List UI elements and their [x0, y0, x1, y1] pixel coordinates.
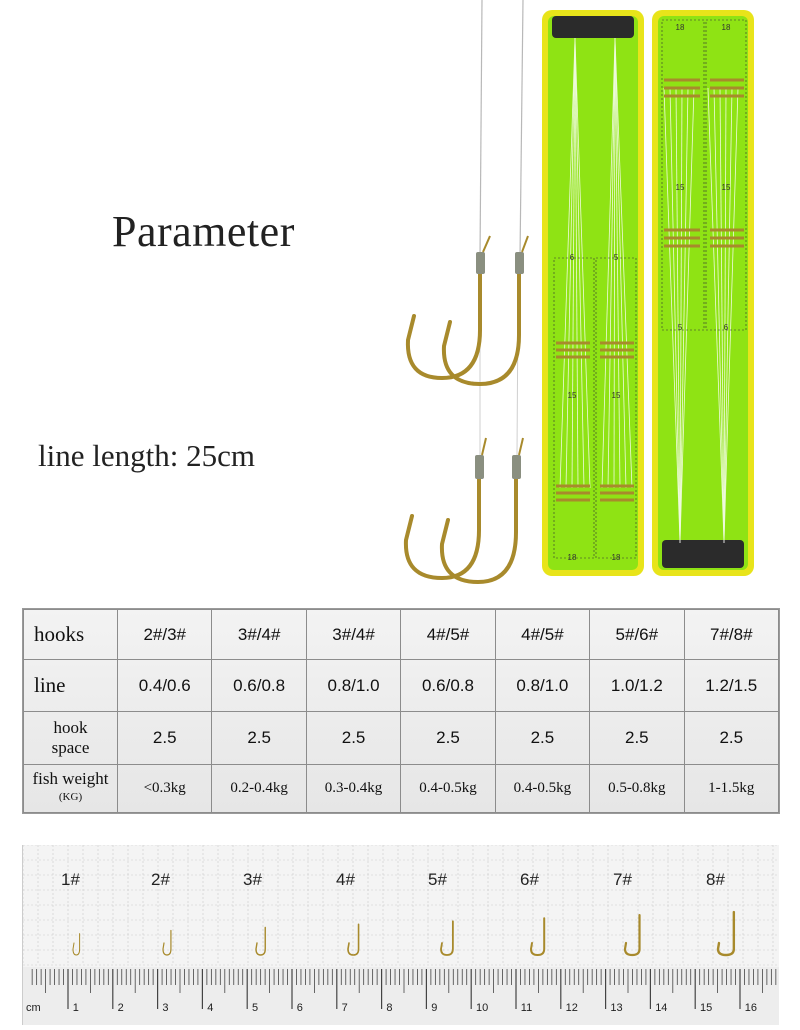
hook-8-icon: [718, 912, 734, 955]
table-cell: 0.2-0.4kg: [212, 764, 306, 812]
ruler-number: 10: [476, 1002, 489, 1014]
slot-label: 5: [613, 253, 619, 262]
parameter-table-container: [22, 608, 780, 814]
table-cell: 1.2/1.5: [684, 660, 778, 712]
slot-label: 18: [675, 23, 685, 32]
table-cell: 2.5: [306, 712, 400, 764]
table-row-hooks: [24, 610, 779, 660]
table-cell: 3#/4#: [306, 610, 400, 660]
size-label: 4#: [336, 870, 355, 889]
size-label: 5#: [428, 870, 447, 889]
row-label-fish-weight: [24, 764, 118, 812]
table-cell: 2.5: [401, 712, 495, 764]
ruler-number: 7: [341, 1002, 348, 1014]
slot-label: 15: [611, 391, 621, 400]
slot-label: 15: [675, 183, 685, 192]
table-cell: 2.5: [684, 712, 778, 764]
ruler-number: 1: [72, 1002, 79, 1014]
row-label-text: fish weight: [32, 769, 109, 789]
ruler-number: 14: [655, 1002, 668, 1014]
row-label-text: hook: [53, 718, 88, 738]
ruler-number: 9: [431, 1002, 438, 1014]
row-label-unit: (KG): [58, 791, 83, 804]
ruler-number: 11: [520, 1002, 533, 1014]
table-cell: 2#/3#: [118, 610, 212, 660]
row-label-text: space: [51, 738, 90, 758]
table-cell: 0.8/1.0: [495, 660, 589, 712]
table-cell: 0.6/0.8: [401, 660, 495, 712]
slot-label: 18: [721, 23, 731, 32]
ruler-number: 12: [565, 1002, 578, 1014]
table-cell: 0.5-0.8kg: [590, 764, 684, 812]
ruler-number: 2: [117, 1002, 124, 1014]
hook-size-ruler: [22, 845, 779, 1025]
grid-background: [23, 845, 779, 1025]
ruler-strip: [23, 967, 779, 1025]
slot-label: 6: [569, 253, 575, 262]
table-cell: 0.4-0.5kg: [495, 764, 589, 812]
table-row-line: [24, 660, 779, 712]
ruler-number: 8: [386, 1002, 393, 1014]
row-label-hooks: hooks: [24, 610, 118, 660]
slot-label: 18: [567, 553, 577, 562]
slot-label: 18: [611, 553, 621, 562]
table-cell: 3#/4#: [212, 610, 306, 660]
table-row-fish-weight: [24, 764, 779, 812]
ruler-number: 3: [162, 1002, 169, 1014]
size-label: 8#: [706, 870, 725, 889]
table-cell: 2.5: [495, 712, 589, 764]
ruler-number: 15: [700, 1002, 713, 1014]
line-length-label: line length: 25cm: [38, 438, 255, 473]
table-cell: 5#/6#: [590, 610, 684, 660]
table-cell: 1-1.5kg: [684, 764, 778, 812]
size-label: 1#: [61, 870, 80, 889]
slot-label: 6: [723, 323, 729, 332]
size-label: 3#: [243, 870, 262, 889]
size-label: 7#: [613, 870, 632, 889]
hook-3-icon: [256, 927, 265, 955]
table-cell: 0.8/1.0: [306, 660, 400, 712]
hook-2-icon: [163, 931, 171, 955]
slot-label: 15: [567, 391, 577, 400]
ruler-unit: cm: [26, 1002, 41, 1014]
table-cell: 2.5: [118, 712, 212, 764]
ruler-number: 5: [252, 1002, 259, 1014]
slot-label: 5: [677, 323, 683, 332]
table-cell: 0.4-0.5kg: [401, 764, 495, 812]
ruler-number: 13: [610, 1002, 623, 1014]
table-cell: 0.6/0.8: [212, 660, 306, 712]
table-row-hook-space: [24, 712, 779, 764]
table-cell: 4#/5#: [495, 610, 589, 660]
table-cell: 4#/5#: [401, 610, 495, 660]
parameter-table: [23, 609, 779, 813]
ruler-number: 16: [744, 1002, 758, 1014]
row-label-hook-space: [24, 712, 118, 764]
row-label-line: line: [24, 660, 118, 712]
table-cell: 0.4/0.6: [118, 660, 212, 712]
size-label: 2#: [151, 870, 170, 889]
snelled-hooks-icon: [380, 0, 540, 590]
table-cell: <0.3kg: [118, 764, 212, 812]
ruler-number: 6: [296, 1002, 303, 1014]
table-cell: 1.0/1.2: [590, 660, 684, 712]
page-title: Parameter: [112, 207, 295, 256]
size-label: 6#: [520, 870, 539, 889]
hook-1-icon: [73, 934, 80, 955]
slot-label: 15: [721, 183, 731, 192]
table-cell: 2.5: [590, 712, 684, 764]
table-cell: 0.3-0.4kg: [306, 764, 400, 812]
ruler-number: 4: [207, 1002, 214, 1014]
table-cell: 7#/8#: [684, 610, 778, 660]
table-cell: 2.5: [212, 712, 306, 764]
rig-storage-box-icon: [540, 8, 756, 580]
